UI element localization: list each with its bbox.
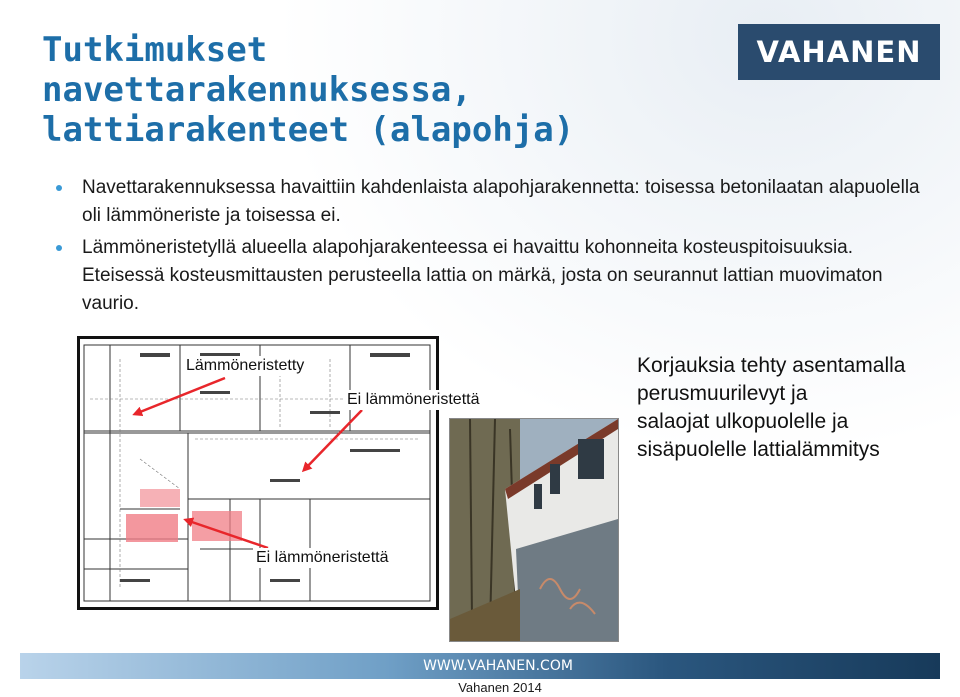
title-line-1: Tutkimukset (42, 30, 268, 70)
repair-line-2: perusmuurilevyt ja (637, 382, 808, 405)
bullet-text: Navettarakennuksessa havaittiin kahdenlaista alapohjarakennetta: toisessa betonilaatan alapuolella oli lämmöneriste ja toisessa ei. (82, 177, 920, 226)
repair-line-1: Korjauksia tehty asentamalla (637, 354, 906, 377)
logo-text: VAHANEN (756, 35, 922, 69)
title-line-2: navettarakennuksessa, (42, 70, 472, 110)
title-line-3: lattiarakenteet (alapohja) (42, 110, 575, 150)
arrow-not-insulated-top (304, 410, 362, 470)
footer-url: WWW.VAHANEN.COM (423, 658, 573, 674)
arrow-insulated (135, 378, 225, 414)
arrow-not-insulated-bottom (186, 520, 268, 548)
bullet-text: Lämmöneristetyllä alueella alapohjarakenteessa ei havaittu kohonneita kosteuspitoisuuksia. Eteisessä kosteusmittausten perusteella lattia on märkä, josta on seurannut lattian muovimaton vaurio. (82, 237, 883, 314)
repair-line-4: sisäpuolelle lattialämmitys (637, 438, 880, 461)
label-insulated: Lämmöneristetty (183, 356, 307, 376)
label-not-insulated-bottom: Ei lämmöneristettä (253, 548, 392, 568)
repair-line-3: salaojat ulkopuolelle ja (637, 410, 849, 433)
footer-year: Vahanen 2014 (458, 680, 542, 695)
label-not-insulated-top: Ei lämmöneristettä (344, 390, 483, 410)
